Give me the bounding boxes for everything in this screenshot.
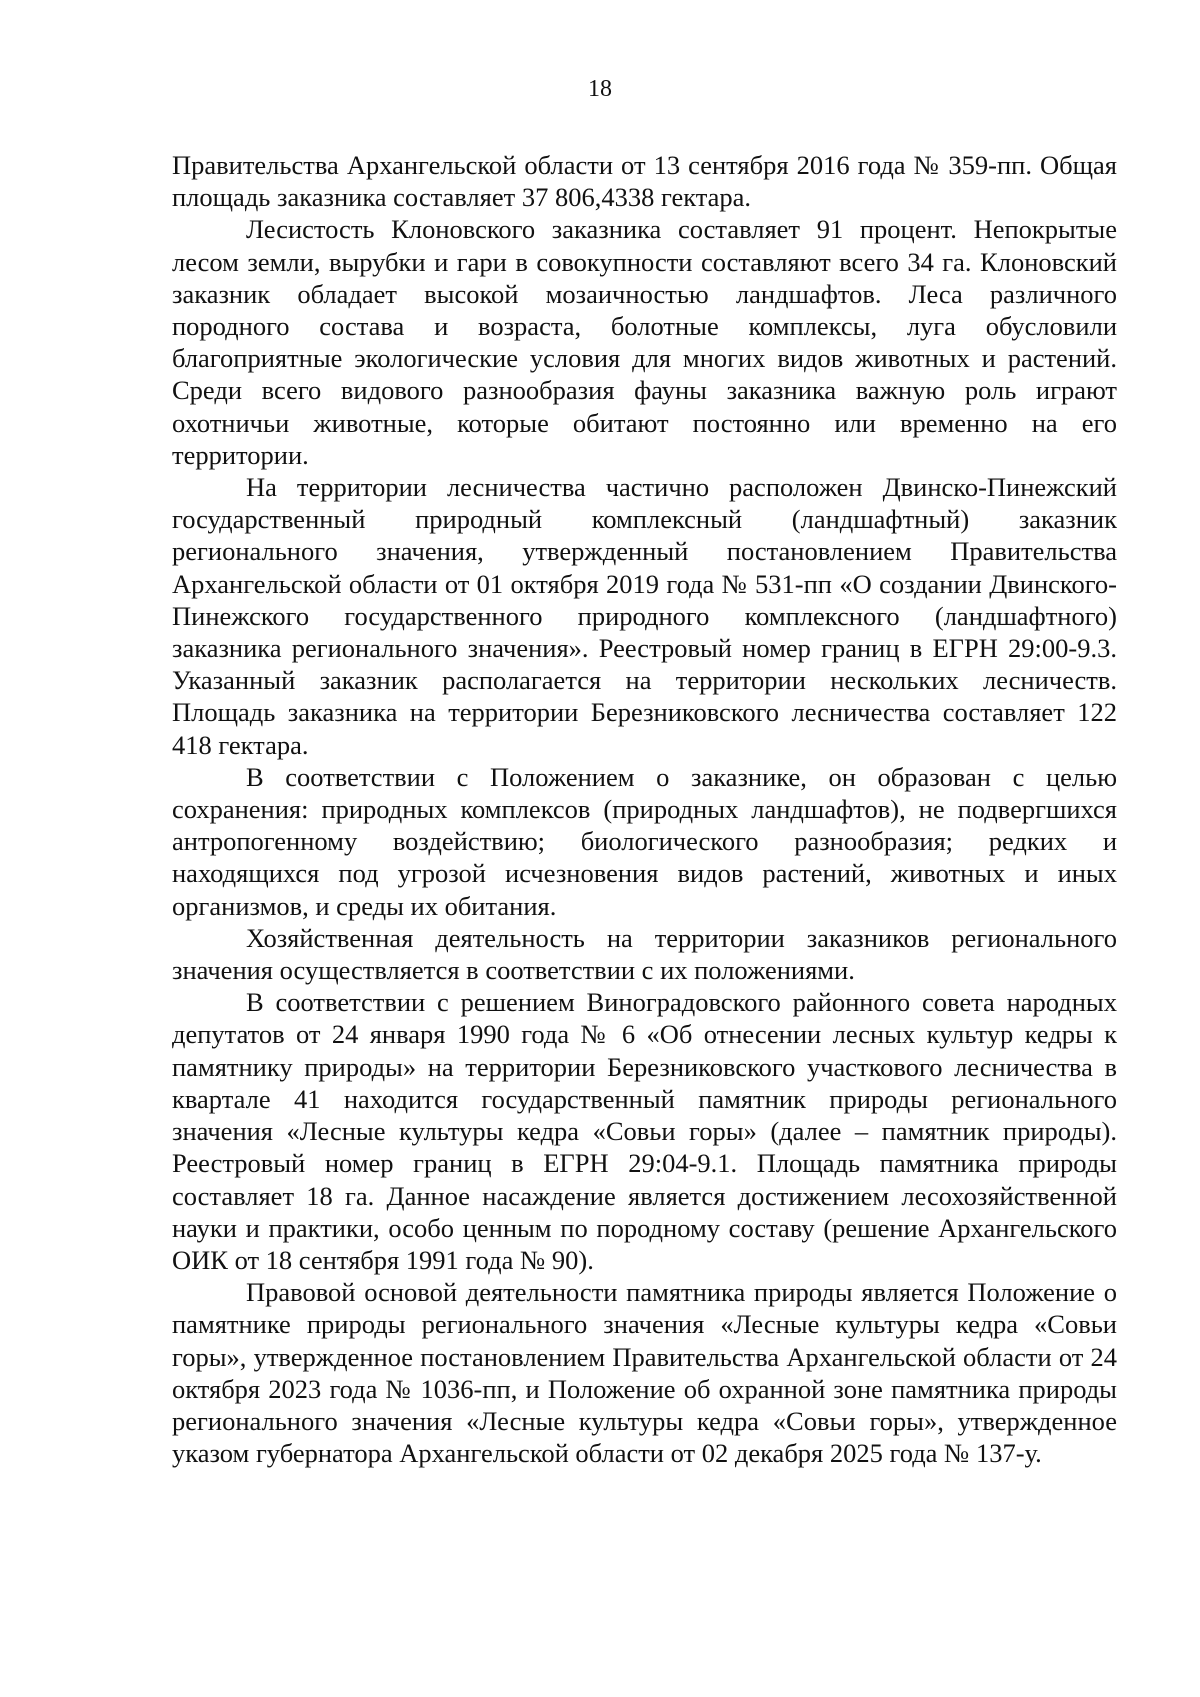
paragraph-continuation: Правительства Архангельской области от 13 сентября 2016 года № 359-пп. Общая площадь заказника составляет 37 806,4338 гектара. (172, 150, 1117, 213)
page-number: 18 (588, 76, 612, 102)
paragraph-natural-monument: В соответствии с решением Виноградовского районного совета народных депутатов от 24 января 1990 года № 6 «Об отнесении лесных культур кедры к памятнику природы» на территории Березниковского участкового лесничества в квартале 41 находится государственный памятник природы регионального значения «Лесные культуры кедра «Совьи горы» (далее – памятник природы). Реестровый номер границ в ЕГРН 29:04-9.1. Площадь памятника природы составляет 18 га. Данное насаждение является достижением лесохозяйственной науки и практики, особо ценным по породному составу (решение Архангельского ОИК от 18 сентября 1991 года № 90). (172, 987, 1117, 1275)
paragraph-economic-activity: Хозяйственная деятельность на территории заказников регионального значения осуществляется в соответствии с их положениями. (172, 922, 1117, 986)
paragraph-legal-basis: Правовой основой деятельности памятника природы является Положение о памятнике природы регионального значения «Лесные культуры кедра «Совьи горы», утвержденное постановлением Правительства Архангельской области от 24 октября 2023 года № 1036-пп, и Положение об охранной зоне памятника природы регионального значения «Лесные культуры кедра «Совьи горы», утвержденное указом губернатора Архангельской области от 02 декабря 2025 года № 137-у. (172, 1277, 1117, 1469)
document-body (172, 149, 1117, 1469)
paragraph-dvinsko-pinezhsky-reserve: На территории лесничества частично расположен Двинско-Пинежский государственный природный комплексный (ландшафтный) заказник регионального значения, утвержденный постановлением Правительства Архангельской области от 01 октября 2019 года № 531-пп «О создании Двинского-Пинежского государственного природного комплексного (ландшафтного) заказника регионального значения». Реестровый номер границ в ЕГРН 29:00-9.3. Указанный заказник располагается на территории нескольких лесничеств. Площадь заказника на территории Березниковского лесничества составляет 122 418 гектара. (172, 472, 1117, 760)
paragraph-klonovsky-forest-cover: Лесистость Клоновского заказника составляет 91 процент. Непокрытые лесом земли, вырубки и гари в совокупности составляют всего 34 га. Клоновский заказник обладает высокой мозаичностью ландшафтов. Леса различного породного состава и возраста, болотные комплексы, луга обусловили благоприятные экологические условия для многих видов животных и растений. Среди всего видового разнообразия фауны заказника важную роль играют охотничьи животные, которые обитают постоянно или временно на его территории. (172, 214, 1117, 470)
paragraph-reserve-purpose: В соответствии с Положением о заказнике, он образован с целью сохранения: природных комплексов (природных ландшафтов), не подвергшихся антропогенному воздействию; биологического разнообразия; редких и находящихся под угрозой исчезновения видов растений, животных и иных организмов, и среды их обитания. (172, 761, 1117, 921)
